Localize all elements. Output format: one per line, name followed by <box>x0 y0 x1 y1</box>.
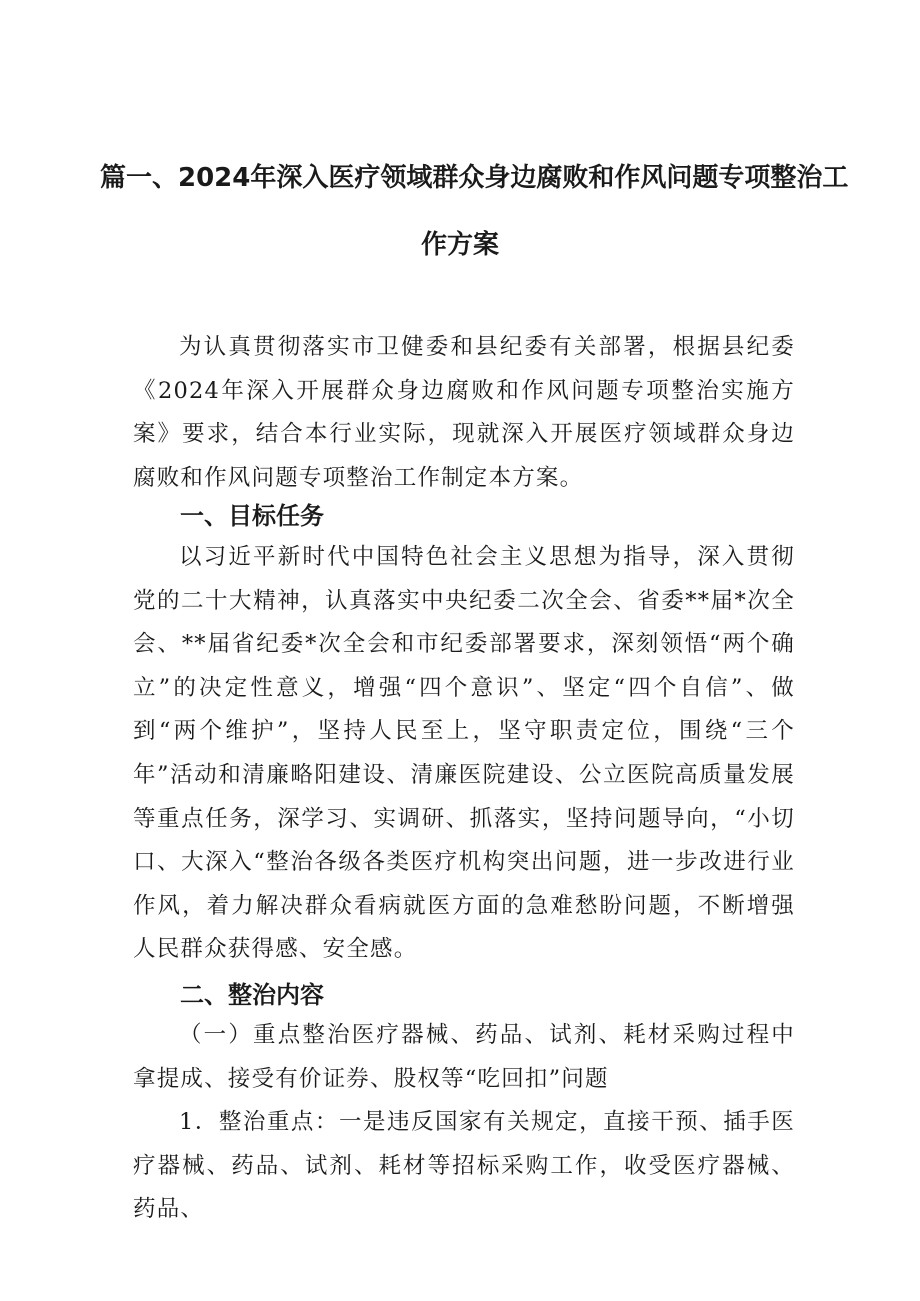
subsection-heading-1: （一）重点整治医疗器械、药品、试剂、耗材采购过程中拿提成、接受有价证券、股权等“吃回扣”问题 <box>133 1022 795 1092</box>
item-paragraph-1: 1．整治重点：一是违反国家有关规定，直接干预、插手医疗器械、药品、试剂、耗材等招标采购工作，收受医疗器械、药品、 <box>133 1109 795 1223</box>
goals-paragraph: 以习近平新时代中国特色社会主义思想为指导，深入贯彻党的二十大精神，认真落实中央纪委二次全会、省委**届*次全会、**届省纪委*次全会和市纪委部署要求，深刻领悟“两个确立”的决定性意义，增强“四个意识”、坚定“四个自信”、做到“两个维护”，坚持人民至上，坚守职责定位，围绕“三个年”活动和清廉略阳建设、清廉医院建设、公立医院高质量发展等重点任务，深学习、实调研、抓落实，坚持问题导向，“小切口、大深入“整治各级各类医疗机构突出问题，进一步改进行业作风，着力解决群众看病就医方面的急难愁盼问题，不断增强人民群众获得感、安全感。 <box>133 544 795 963</box>
section-heading-content: 二、整治内容 <box>180 981 324 1009</box>
document-title-line-1: 篇一、2024年深入医疗领域群众身边腐败和作风问题专项整治工 <box>100 163 849 193</box>
document-title-line-2: 作方案 <box>420 230 499 260</box>
section-heading-goals: 一、目标任务 <box>180 502 324 530</box>
intro-paragraph: 为认真贯彻落实市卫健委和县纪委有关部署，根据县纪委《2024年深入开展群众身边腐败和作风问题专项整治实施方案》要求，结合本行业实际，现就深入开展医疗领域群众身边腐败和作风问题专项整治工作制定本方案。 <box>133 334 795 491</box>
